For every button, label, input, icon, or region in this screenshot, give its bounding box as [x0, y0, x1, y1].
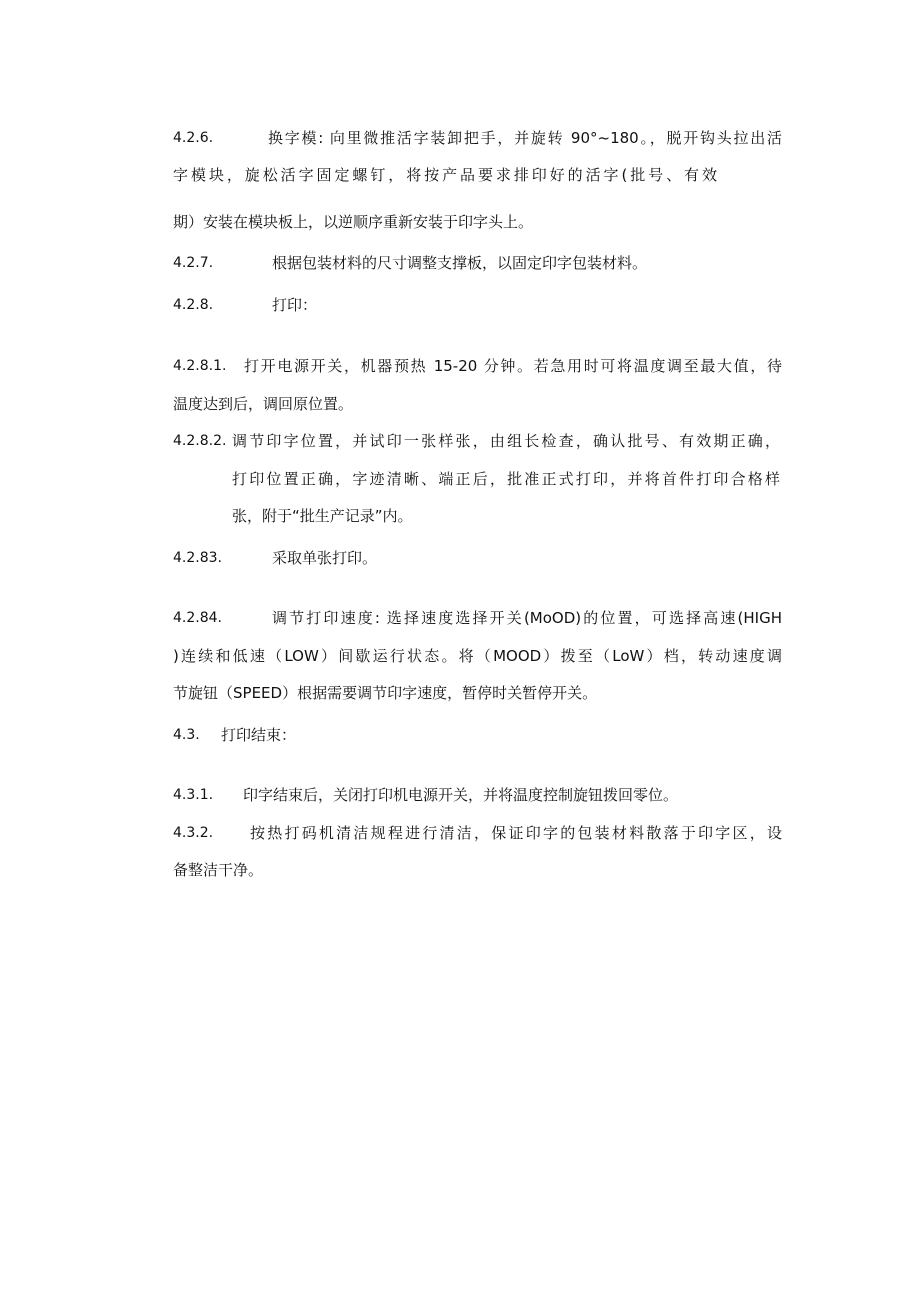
section-heading: 打印： [272, 296, 318, 314]
paragraph-line: 温度达到后，调回原位置。 [173, 395, 354, 413]
paragraph-line: 期）安装在模块板上，以逆顺序重新安装于印字头上。 [173, 213, 534, 231]
paragraph-line: 采取单张打印。 [272, 549, 378, 567]
paragraph-line: 调节印字位置，并试印一张样张，由组长检查，确认批号、有效期正确， [232, 432, 780, 450]
section-number: 4.2.8. [173, 297, 214, 313]
section-number: 4.2.84. [173, 610, 222, 626]
section-number: 4.2.6. [173, 130, 214, 146]
section-number: 4.2.8.2. [173, 433, 227, 449]
section-number: 4.3.1. [173, 787, 214, 803]
section-number: 4.3.2. [173, 825, 214, 841]
paragraph-line: 按热打码机清洁规程进行清洁，保证印字的包装材料散落于印字区，设 [250, 824, 782, 842]
paragraph-line: )连续和低速（LOW）间歇运行状态。将（MOOD）拨至（LoW）档，转动速度调 [173, 647, 782, 665]
paragraph-line: 备整洁干净。 [173, 861, 264, 879]
paragraph-line: 根据包装材料的尺寸调整支撑板，以固定印字包装材料。 [272, 254, 648, 272]
paragraph-line: 字模块，旋松活字固定螺钉，将按产品要求排印好的活字(批号、有效 [173, 166, 717, 184]
paragraph-line: 节旋钮（SPEED）根据需要调节印字速度，暂停时关暂停开关。 [173, 684, 598, 702]
paragraph-line: 张，附于“批生产记录”内。 [232, 507, 413, 525]
paragraph-line: 调节打印速度: 选择速度选择开关(MoOD)的位置，可选择高速(HIGH [272, 609, 782, 627]
section-number: 4.2.7. [173, 255, 214, 271]
paragraph-line: 打开电源开关，机器预热 15-20 分钟。若急用时可将温度调至最大值，待 [244, 357, 782, 375]
section-number: 4.2.8.1. [173, 358, 227, 374]
section-number: 4.2.83. [173, 550, 222, 566]
paragraph-line: 换字模: 向里微推活字装卸把手，并旋转 90°~180。，脱开钩头拉出活 [268, 129, 782, 147]
paragraph-line: 打印位置正确，字迹清晰、端正后，批准正式打印，并将首件打印合格样 [232, 470, 780, 488]
paragraph-line: 印字结束后，关闭打印机电源开关，并将温度控制旋钮拨回零位。 [243, 786, 679, 804]
section-heading: 打印结束： [221, 726, 297, 744]
section-number: 4.3. [173, 727, 200, 743]
